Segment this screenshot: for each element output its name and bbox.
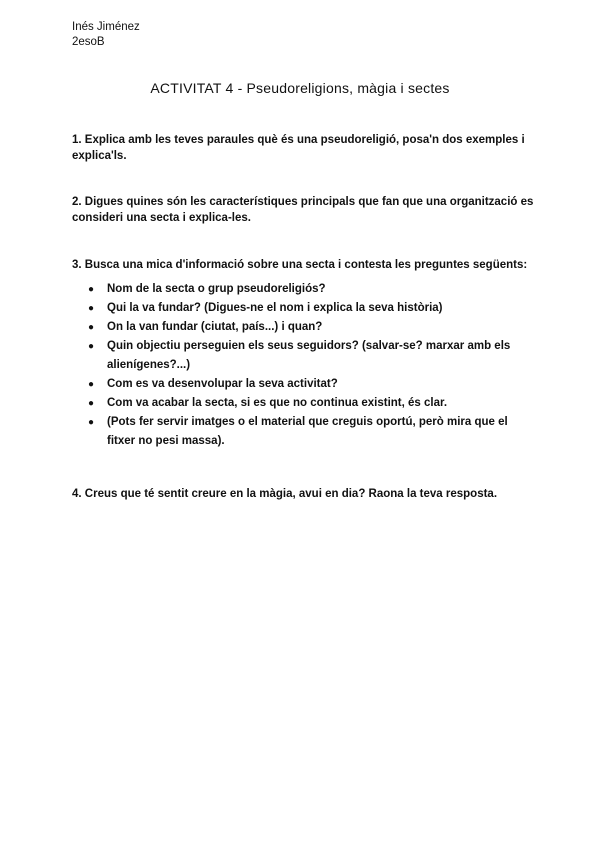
question-1: 1. Explica amb les teves paraules què és una pseudoreligió, posa'n dos exemples i explica'ls. bbox=[72, 134, 525, 162]
bullet-icon: ● bbox=[88, 398, 95, 409]
list-item: ● Com es va desenvolupar la seva activitat? bbox=[72, 375, 534, 394]
bullet-icon: ● bbox=[88, 379, 95, 390]
list-item: ● Com va acabar la secta, si es que no continua existint, és clar. bbox=[72, 394, 534, 413]
document-header bbox=[72, 20, 140, 50]
bullet-icon: ● bbox=[88, 341, 95, 352]
bullet-icon: ● bbox=[88, 284, 95, 295]
list-item: ● Nom de la secta o grup pseudoreligiós? bbox=[72, 280, 534, 299]
list-item: ● (Pots fer servir imatges o el material que creguis oportú, però mira que el fitxer no pesi massa). bbox=[72, 413, 534, 451]
student-name: Inés Jiménez bbox=[72, 21, 140, 33]
student-group: 2esoB bbox=[72, 36, 105, 48]
list-item: ● Qui la va fundar? (Digues-ne el nom i explica la seva història) bbox=[72, 299, 534, 318]
bullet-icon: ● bbox=[88, 303, 95, 314]
question-3: 3. Busca una mica d'informació sobre una secta i contesta les preguntes següents: bbox=[72, 259, 528, 271]
list-item: ● On la van fundar (ciutat, país...) i quan? bbox=[72, 318, 534, 337]
question-4: 4. Creus que té sentit creure en la màgia, avui en dia? Raona la teva resposta. bbox=[72, 488, 498, 500]
activity-title: ACTIVITAT 4 - Pseudoreligions, màgia i sectes bbox=[150, 80, 450, 96]
question-3-list bbox=[72, 280, 534, 451]
question-2: 2. Digues quines són les característiques principals que fan que una organització es consideri una secta i explica-les. bbox=[72, 196, 534, 224]
bullet-icon: ● bbox=[88, 417, 95, 428]
bullet-icon: ● bbox=[88, 322, 95, 333]
list-item: ● Quin objectiu perseguien els seus seguidors? (salvar-se? marxar amb els alienígenes?...) bbox=[72, 337, 534, 375]
